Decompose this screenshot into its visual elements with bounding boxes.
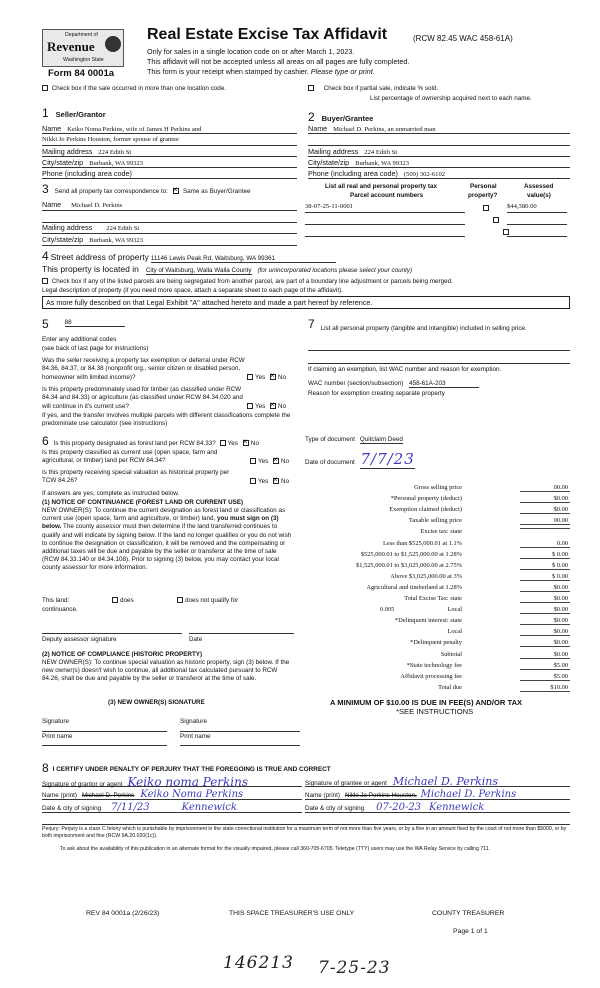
personal-property-checkbox-2[interactable] — [493, 217, 499, 223]
forest-no-label: No — [250, 440, 259, 447]
tax-row-label: Total due — [438, 683, 462, 691]
segregated-row — [42, 278, 453, 285]
street-value[interactable]: 11146 Lewis Peak Rd, Waitsburg, WA 99361 — [151, 255, 336, 263]
wac-label: WAC number (section/subsection) — [308, 380, 404, 387]
seller-mail-value[interactable]: 224 Edith St — [98, 149, 132, 156]
minimum-fee-line-2: *SEE INSTRUCTIONS — [396, 707, 474, 716]
exemption-yes-label: Yes — [255, 374, 266, 381]
timber-yes-label: Yes — [255, 403, 266, 410]
parcel-number-3[interactable] — [305, 227, 465, 237]
document-type-label: Type of document — [305, 436, 356, 443]
assessed-value-2[interactable] — [507, 215, 567, 225]
forest-yes-checkbox[interactable] — [220, 440, 226, 446]
tax-row — [305, 683, 570, 694]
tax-row-label: Above $3,025,000.00 at 3% — [390, 572, 462, 580]
grantee-signature[interactable]: Michael D. Perkins — [392, 775, 498, 788]
property-section-number: 4 — [42, 249, 49, 263]
forest-land-section-number: 6 — [42, 434, 49, 448]
seller-city-label: City/state/zip — [42, 158, 84, 167]
owner-signature-label-1: Signature — [42, 718, 69, 725]
forest-yes-label: Yes — [227, 440, 238, 447]
tax-row-value[interactable]: $0.00 — [520, 495, 570, 503]
tax-row — [305, 494, 570, 505]
deputy-date-line[interactable] — [189, 628, 294, 634]
treasurer-use: THIS SPACE TREASURER'S USE ONLY — [229, 910, 355, 917]
exemption-yes-checkbox[interactable] — [247, 374, 253, 380]
form-title: Real Estate Excise Tax Affidavit — [147, 26, 388, 43]
certify-text: I CERTIFY UNDER PENALTY OF PERJURY THAT THE FOREGOING IS TRUE AND CORRECT — [52, 766, 331, 773]
buyer-mail-row — [308, 147, 570, 157]
buyer-phone-value[interactable]: (509) 302-6102 — [403, 171, 446, 178]
correspondence-text: Send all property tax correspondence to: — [54, 188, 169, 195]
tax-row-value[interactable]: $5.00 — [520, 673, 570, 681]
correspondence-heading-row — [42, 182, 251, 196]
seller-name-row — [42, 124, 297, 134]
does-not-label: does not qualify for — [185, 597, 239, 604]
current-use-no-label: No — [281, 458, 290, 465]
perjury-statement: Perjury: Perjury is a class C felony which is punishable by imprisonment in the state correctional institution for a maximum term of not more than five years, or by a fine in an amount fixed by the court of not more than $5000, or by both imprisonment and fine (RCW 9A.20.020(1c)). — [42, 826, 567, 839]
county-treasurer: COUNTY TREASURER — [432, 910, 505, 917]
tax-row — [305, 516, 570, 527]
buyer-phone-label: Phone (including area code) — [308, 169, 398, 178]
tax-row-value[interactable]: 00.00 — [520, 517, 570, 525]
grantor-date-label: Date & city of signing — [42, 805, 102, 812]
correspondence-name-value[interactable]: Michael D. Perkins — [71, 202, 123, 209]
buyer-city-label: City/state/zip — [308, 158, 350, 167]
notice-compliance-title: (2) NOTICE OF COMPLIANCE (HISTORIC PROPERTY) — [42, 651, 203, 658]
personal-head-1: Personal — [470, 183, 497, 190]
notice-continuance-body — [42, 507, 294, 573]
tax-row — [305, 550, 570, 561]
certify-row — [42, 761, 331, 775]
located-value[interactable]: City of Waitsburg, Walla Walla County — [145, 267, 252, 274]
buyer-name-row — [308, 124, 570, 134]
grantor-city-value[interactable]: Kennewick — [181, 802, 237, 813]
wac-value[interactable]: 458-61A-203 — [409, 380, 479, 388]
tax-row-value[interactable]: $0.00 — [520, 651, 570, 659]
partial-sale-label: Check box if partial sale, indicate % sold. — [323, 85, 439, 92]
logo-state-text: Washington State — [63, 57, 104, 63]
list-percentage: List percentage of ownership acquired next to each name. — [370, 95, 532, 102]
forest-land-question: Is this property designated as forest land per RCW 84.33? — [53, 440, 216, 447]
historical-no-checkbox[interactable] — [273, 478, 279, 484]
multiple-parcels-note: If yes, and the transfer involves multiple parcels with different classifications complete the predominate use calculator (see instructions) — [42, 412, 291, 428]
personal-property-row — [308, 317, 527, 332]
tax-row-value[interactable]: $ 0.00 — [520, 573, 570, 581]
grantee-date-label: Date & city of signing — [305, 805, 365, 812]
tax-row-label: $1,525,000.01 to $3,025,000.00 at 2.75% — [356, 561, 462, 569]
form-rcw: (RCW 82.45 WAC 458-61A) — [413, 34, 513, 43]
tax-row-value[interactable]: $ 0.00 — [520, 551, 570, 559]
tax-row-label: *Delinquent interest: state — [394, 617, 462, 625]
tax-row-label: Less than $525,000.01 at 1.1% — [383, 539, 462, 547]
deputy-signature-line[interactable] — [42, 628, 182, 634]
does-checkbox[interactable] — [112, 597, 118, 603]
handwritten-receipt-number: 146213 — [223, 953, 294, 973]
historical-yes-label: Yes — [258, 478, 269, 485]
grantee-name-row — [305, 789, 570, 800]
deputy-date-label: Date — [189, 636, 203, 643]
timber-no-label: No — [278, 403, 287, 410]
grantee-city-value[interactable]: Kennewick — [429, 802, 485, 813]
tax-row — [305, 561, 570, 572]
tax-row-label: Local — [447, 606, 462, 614]
tax-row — [305, 539, 570, 550]
additional-codes-note: (see back of last page for instructions) — [42, 345, 149, 352]
rev-number: REV 84 0001a (2/26/23) — [86, 910, 160, 917]
personal-property-checkbox-1[interactable] — [483, 205, 489, 211]
additional-codes: Enter any additional codes — [42, 336, 117, 343]
notice-continuance-body-a: NEW OWNER(S): To continue the current designation as forest land or classification as current use (open space, farm and agriculture, or timber) land, — [42, 507, 286, 523]
tax-row — [305, 672, 570, 683]
seller-name-label: Name — [42, 124, 62, 133]
tax-row — [305, 505, 570, 516]
deputy-signature-label: Deputy assessor signature — [42, 636, 117, 643]
buyer-name-label: Name — [308, 124, 328, 133]
tax-row-label: Total Excise Tax: state — [404, 595, 462, 602]
partial-sale-row — [308, 85, 438, 92]
grantor-signature[interactable]: Keiko noma Perkins — [127, 775, 249, 789]
tax-row-value[interactable] — [520, 528, 570, 529]
tax-row-value[interactable]: $0.00 — [520, 617, 570, 625]
timber-yes-checkbox[interactable] — [247, 403, 253, 409]
historical-answer — [250, 478, 289, 485]
buyer-section-number: 2 — [308, 110, 315, 124]
historical-no-label: No — [281, 478, 290, 485]
partial-sale-checkbox[interactable] — [308, 85, 314, 91]
current-use-yes-checkbox[interactable] — [250, 458, 256, 464]
located-note: (for unincorporated locations please select your county) — [257, 267, 413, 274]
tax-row-label: Exemption claimed (deduct) — [389, 506, 462, 514]
handwritten-receipt-date: 7-25-23 — [318, 958, 391, 978]
tax-row — [305, 638, 570, 649]
tax-row-value[interactable]: $0.00 — [520, 606, 570, 614]
buyer-city-value[interactable]: Burbank, WA 99323 — [355, 160, 410, 167]
correspondence-name-label: Name — [42, 200, 62, 209]
tax-row-label: Agricultural and timberland at 1.28% — [366, 583, 462, 591]
tax-row-value[interactable]: $0.00 — [520, 506, 570, 514]
parcel-number-2[interactable] — [305, 215, 465, 225]
buyer-city-row — [308, 158, 570, 168]
personal-head-2: property? — [468, 192, 498, 199]
exemption-no-checkbox[interactable] — [270, 374, 276, 380]
tax-row-value[interactable]: $0.00 — [520, 639, 570, 647]
tax-row-value[interactable]: $5.00 — [520, 662, 570, 670]
seller-name-1[interactable]: Keiko Noma Perkins, wife of James H Perkins and — [67, 126, 202, 133]
document-date-row — [305, 450, 415, 468]
correspondence-city-row — [42, 235, 297, 246]
does-not-option — [177, 597, 238, 604]
exemption-reason[interactable]: Reason for exemption creating separate property — [308, 390, 445, 397]
grantor-name-row — [42, 789, 302, 800]
document-type-row — [305, 436, 403, 443]
located-row — [42, 264, 412, 274]
personal-property-line-2[interactable] — [308, 354, 570, 364]
multi-location-row — [42, 85, 226, 92]
correspondence-mail-row — [42, 223, 297, 234]
tax-row — [305, 594, 570, 605]
correspondence-section-number: 3 — [42, 182, 49, 196]
seller-phone-row — [42, 169, 297, 179]
buyer-heading: Buyer/Grantee — [321, 114, 374, 123]
new-owner-signature-title: (3) NEW OWNER(S) SIGNATURE — [108, 699, 205, 706]
availability-statement: To ask about the availability of this publication in an alternate format for the visually impaired, please call 360-705-6705. Teletype (TTY) users may use the WA Relay Service by calling 711. — [60, 846, 491, 852]
tax-row — [305, 661, 570, 672]
seller-heading: Seller/Grantor — [55, 110, 106, 119]
personal-property-label: List all personal property (tangible and intangible) included in selling price. — [320, 325, 527, 332]
owner-signature-line-2[interactable] — [180, 726, 300, 732]
document-date-value[interactable]: 7/7/23 — [360, 450, 415, 468]
parcel-head-2: Parcel account numbers — [350, 192, 424, 199]
tax-row — [305, 616, 570, 627]
tax-row-label: Gross selling price — [414, 484, 462, 491]
tax-row-label: *State technology fee — [406, 661, 462, 669]
grantor-signature-row — [42, 775, 302, 787]
grantor-name-struck: Michael D. Perkins — [81, 792, 135, 799]
answers-note: If answers are yes, complete as instructed below. — [42, 490, 180, 497]
header-line-2: This affidavit will not be accepted unless all areas on all pages are fully completed. — [147, 57, 410, 66]
tax-row-label: Excise tax: state — [420, 528, 462, 536]
current-use-question: Is this property classified as current use (open space, farm and agricultural, or timber) land per RCW 84.34? — [42, 449, 218, 465]
notice-continuance-title: (1) NOTICE OF CONTINUANCE (FOREST LAND OR CURRENT USE) — [42, 499, 244, 506]
tax-row-value[interactable]: 0.00 — [520, 540, 570, 548]
use-code-row — [42, 317, 125, 331]
grantor-signature-label: Signature of grantor or agent — [42, 781, 123, 788]
assessed-value-3[interactable] — [507, 227, 567, 237]
owner-signature-line-1[interactable] — [42, 726, 167, 732]
current-use-no-checkbox[interactable] — [273, 458, 279, 464]
grantee-date-value[interactable]: 07-20-23 — [376, 802, 422, 813]
tax-row-label: *Delinquent penalty — [410, 639, 462, 647]
certify-section-number: 8 — [42, 761, 49, 775]
legal-label: Legal description of property (if you need more space, attach a separate sheet to each page of the affidavit). — [42, 287, 343, 294]
timber-no-checkbox[interactable] — [270, 403, 276, 409]
tax-row-value[interactable]: $0.00 — [520, 595, 570, 603]
header-line-3 — [147, 67, 375, 76]
buyer-blank-row[interactable] — [308, 136, 570, 146]
exemption-no-label: No — [278, 374, 287, 381]
seller-mail-label: Mailing address — [42, 147, 93, 156]
multi-location-checkbox[interactable] — [42, 85, 48, 91]
tax-row-label: Affidavit processing fee — [400, 672, 462, 680]
parcel-head-1: List all real and personal property tax — [325, 183, 437, 190]
logo-revenue-text: Revenue — [47, 39, 95, 54]
tax-row-label: Subtotal — [440, 650, 462, 658]
buyer-name-value[interactable]: Michael D. Perkins, an unmarried man — [333, 126, 436, 133]
tax-row — [305, 483, 570, 494]
grantee-name-handwritten[interactable]: Michael D. Perkins — [420, 789, 517, 800]
parcel-table — [305, 183, 570, 210]
same-as-buyer-checkbox[interactable] — [173, 188, 179, 194]
page-number: Page 1 of 1 — [453, 928, 488, 935]
tax-row — [305, 572, 570, 583]
header-line-3a: This form is your receipt when stamped by cashier. — [147, 67, 311, 76]
minimum-fee-line-1: A MINIMUM OF $10.00 IS DUE IN FEE(S) AND/OR TAX — [330, 698, 523, 707]
assessed-value-1[interactable]: $44,380.00 — [507, 203, 567, 213]
header-line-1: Only for sales in a single location code on or after March 1, 2023. — [147, 47, 355, 56]
buyer-mail-value[interactable]: 224 Edith St — [364, 149, 398, 156]
segregated-checkbox[interactable] — [42, 278, 48, 284]
owner-print-label-2: Print name — [180, 733, 211, 740]
form-number: Form 84 0001a — [48, 68, 115, 79]
personal-property-section-number: 7 — [308, 317, 315, 331]
timber-answer — [247, 403, 286, 410]
forest-no-checkbox[interactable] — [243, 440, 249, 446]
parcel-number-1[interactable]: 38-07-25-11-0001 — [305, 203, 465, 213]
seller-name-2[interactable]: Nikki Jo Perkins Houston, former spouse of grantee — [42, 136, 297, 146]
tax-row-label: $525,000.01 to $1,525,000.00 at 1.28% — [360, 550, 462, 558]
same-as-buyer-label: Same as Buyer/Grantee — [182, 188, 251, 195]
owner-signature-label-2: Signature — [180, 718, 207, 725]
seller-phone-label: Phone (including area code) — [42, 169, 132, 178]
grantee-date-row — [305, 802, 570, 813]
correspondence-name-row — [42, 200, 297, 211]
assessed-head-2: value(s) — [527, 192, 551, 199]
assessed-head-1: Assessed — [524, 183, 554, 190]
notice-continuance-bold: you must sign on (3) below. — [42, 515, 279, 531]
continuance-label: continuance. — [42, 606, 78, 613]
correspondence-city-value[interactable]: Burbank, WA 99323 — [89, 237, 144, 244]
grantee-name-struck: Nikki Jo Perkins Houston, — [344, 792, 417, 799]
owner-print-line-2[interactable] — [180, 740, 300, 746]
notice-continuance-body-b: The county assessor must then determine if the land transferred continues to qualify and will indicate by signing below. If the land no longer qualifies or you do not wish to continue the designation or classification, it will be removed and the compensating or additional taxes will be due and payable by the seller or transferor at the time of sale (RCW 84.33.140 or 84.34.108). Prior to signing (3) below, you may contact your local county assessor for more information. — [42, 523, 292, 572]
grantee-signature-row — [305, 775, 570, 787]
logo-emblem-icon — [105, 36, 121, 52]
correspondence-city-label: City/state/zip — [42, 235, 84, 244]
grantor-name-label: Name (print) — [42, 792, 77, 799]
tax-row — [305, 583, 570, 594]
tax-row — [305, 605, 570, 616]
segregated-label: Check box if any of the listed parcels are being segregated from another parcel, are part of a boundary line adjustment or parcels being merged. — [51, 278, 453, 285]
timber-question: Is this property predominately used for timber (as classified under RCW 84.34 and 84.33) or agriculture (as classified under RCW 84.34.020 and will continue in it's current use? — [42, 386, 243, 410]
seller-mail-row — [42, 147, 297, 157]
buyer-phone-row — [308, 169, 570, 179]
use-code-section-number: 5 — [42, 317, 49, 331]
historical-question: Is this property receiving special valuation as historical property per TCW 84.26? — [42, 469, 230, 485]
current-use-yes-label: Yes — [258, 458, 269, 465]
current-use-answer — [250, 458, 289, 465]
multi-location-label: Check box if the sale occurred in more than one location code. — [51, 85, 227, 92]
document-date-label: Date of document — [305, 459, 355, 466]
logo-department-text: Department of — [65, 32, 98, 38]
buyer-heading-row — [308, 110, 373, 124]
seller-city-value[interactable]: Burbank, WA 99323 — [89, 160, 144, 167]
legal-description: As more fully described on that Legal Exhibit "A" attached hereto and made a part hereof by reference. — [46, 298, 373, 307]
tax-row-value[interactable]: $0.00 — [520, 628, 570, 636]
document-type-value[interactable]: Quitclaim Deed — [359, 436, 403, 443]
grantor-date-row — [42, 802, 302, 813]
located-label: This property is located in — [42, 264, 139, 274]
tax-row-value[interactable]: 00.00 — [520, 484, 570, 492]
correspondence-blank-row[interactable] — [42, 213, 297, 223]
personal-property-line-1[interactable] — [308, 341, 570, 351]
does-not-checkbox[interactable] — [177, 597, 183, 603]
historical-yes-checkbox[interactable] — [250, 478, 256, 484]
this-land-label: This land: — [42, 597, 70, 604]
grantee-name-label: Name (print) — [305, 792, 340, 799]
header-line-3b: Please type or print. — [310, 67, 375, 76]
exemption-question: Was the seller receiving a property tax exemption or deferral under RCW 84.36, 84.37, or 84.38 (nonprofit org., senior citizen or disabled person, homeowner with limited income)? — [42, 357, 245, 381]
tax-row — [305, 527, 570, 538]
tax-row-label: *Personal property (deduct) — [390, 495, 462, 503]
street-row — [42, 249, 412, 263]
tax-row — [305, 650, 570, 661]
exemption-claim-label: If claiming an exemption, list WAC number and reason for exemption. — [308, 366, 502, 373]
street-label: Street address of property — [50, 252, 149, 262]
buyer-mail-label: Mailing address — [308, 147, 359, 156]
seller-city-row — [42, 158, 297, 168]
tax-row-value[interactable]: $0.00 — [520, 584, 570, 592]
grantor-name-handwritten[interactable]: Keiko Noma Perkins — [140, 789, 244, 800]
owner-print-line-1[interactable] — [42, 740, 167, 746]
footer-rule — [42, 824, 570, 825]
correspondence-mail-value[interactable]: 224 Edith St — [106, 225, 140, 232]
owner-print-label-1: Print name — [42, 733, 73, 740]
grantor-date-value[interactable]: 7/11/23 — [111, 802, 150, 813]
exemption-answer — [247, 374, 286, 381]
notice-compliance-body: NEW OWNER(S): To continue special valuation as historic property, sign (3) below. If the new owner(s) doesn't wish to continue, all additional tax calculated pursuant to RCW 84.26, shall be due and payable by the seller or transferor at the time of sale. — [42, 659, 290, 683]
correspondence-mail-label: Mailing address — [42, 223, 93, 232]
tax-row-label: Taxable selling price — [408, 517, 462, 525]
forest-land-row — [42, 434, 259, 448]
tax-row-value[interactable]: $10.00 — [520, 684, 570, 692]
seller-section-number: 1 — [42, 106, 49, 120]
tax-row-label: Local — [447, 628, 462, 636]
tax-row-rate: 0.005 — [380, 606, 395, 614]
wac-row — [308, 380, 479, 388]
use-code-value[interactable]: 88 — [65, 319, 125, 327]
revenue-logo — [42, 29, 124, 67]
tax-row — [305, 627, 570, 638]
does-option — [112, 597, 134, 604]
grantee-signature-label: Signature of grantee or agent — [305, 780, 387, 787]
seller-heading-row — [42, 106, 106, 120]
legal-description-box[interactable] — [42, 296, 570, 309]
tax-row-value[interactable]: $ 0.00 — [520, 562, 570, 570]
does-label: does — [120, 597, 134, 604]
